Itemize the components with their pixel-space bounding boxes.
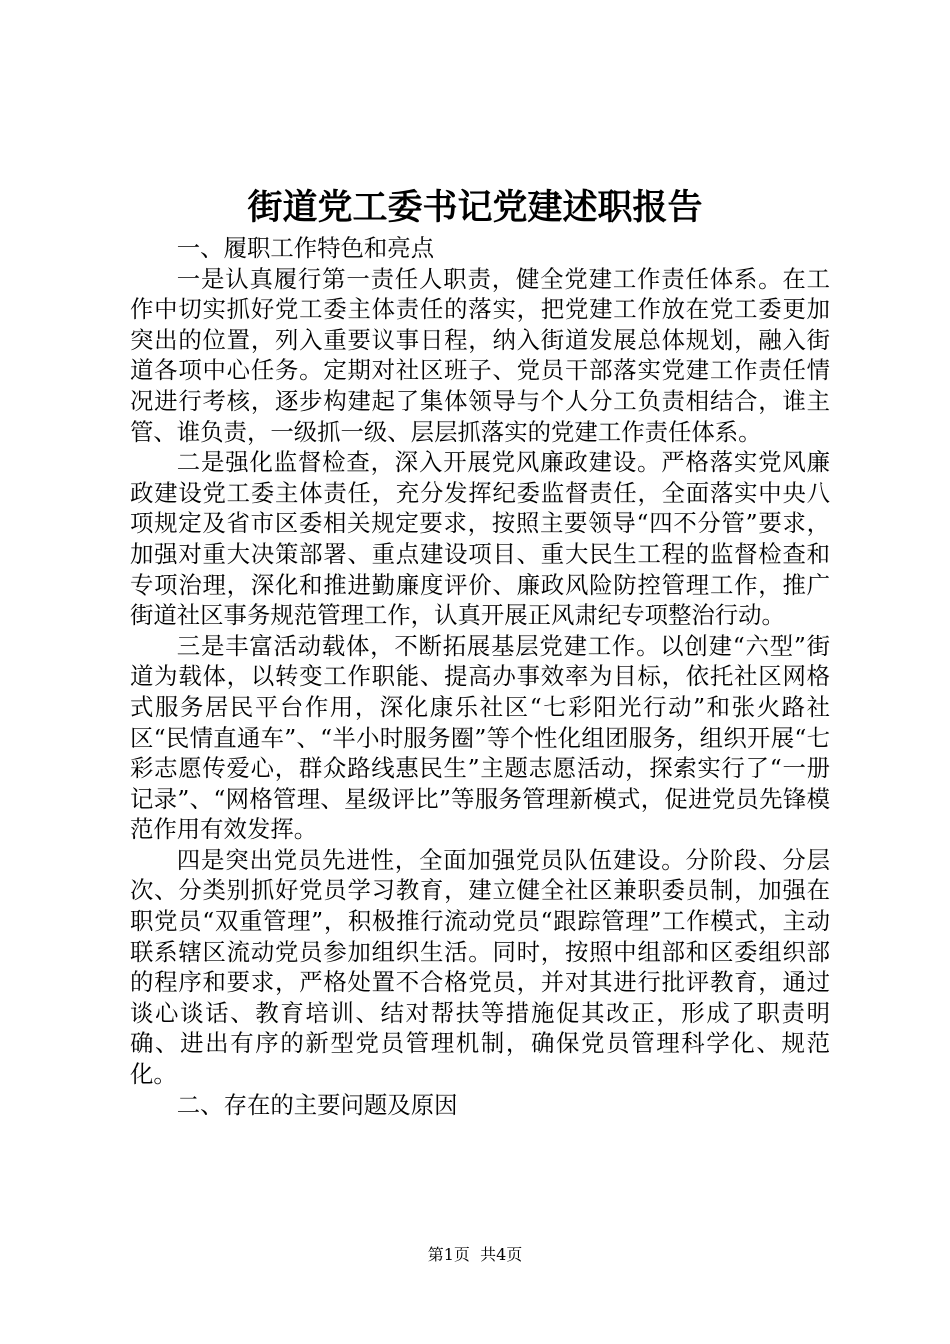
page-footer — [0, 1244, 950, 1266]
document-body — [130, 233, 830, 1120]
paragraph-responsibility: 一是认真履行第一责任人职责，健全党建工作责任体系。在工作中切实抓好党工委主体责任的落实，把党建工作放在党工委更加突出的位置，列入重要议事日程，纳入街道发展总体规划，融入街道各项中心任务。定期对社区班子、党员干部落实党建工作责任情况进行考核，逐步构建起了集体领导与个人分工负责相结合，谁主管、谁负责，一级抓一级、层层抓落实的党建工作责任体系。 — [130, 264, 830, 446]
section-heading-problems: 二、存在的主要问题及原因 — [176, 1090, 458, 1119]
paragraph-supervision: 二是强化监督检查，深入开展党风廉政建设。严格落实党风廉政建设党工委主体责任，充分发挥纪委监督责任，全面落实中央八项规定及省市区委相关规定要求，按照主要领导“四不分管”要求，加强对重大决策部署、重点建设项目、重大民生工程的监督检查和专项治理，深化和推进勤廉度评价、廉政风险防控管理工作，推广街道社区事务规范管理工作，认真开展正风肃纪专项整治行动。 — [130, 448, 830, 630]
paragraph-activities: 三是丰富活动载体，不断拓展基层党建工作。以创建“六型”街道为载体，以转变工作职能、提高办事效率为目标，依托社区网格式服务居民平台作用，深化康乐社区“七彩阳光行动”和张火路社区“民情直通车”、“半小时服务圈”等个性化组团服务，组织开展“七彩志愿传爱心，群众路线惠民生”主题志愿活动，探索实行了“一册记录”、“网格管理、星级评比”等服务管理新模式，促进党员先锋模范作用有效发挥。 — [130, 631, 830, 844]
paragraph-party-members: 四是突出党员先进性，全面加强党员队伍建设。分阶段、分层次、分类别抓好党员学习教育，建立健全社区兼职委员制，加强在职党员“双重管理”，积极推行流动党员“跟踪管理”工作模式，主动联系辖区流动党员参加组织生活。同时，按照中组部和区委组织部的程序和要求，严格处置不合格党员，并对其进行批评教育，通过谈心谈话、教育培训、结对帮扶等措施促其改正，形成了职责明确、进出有序的新型党员管理机制，确保党员管理科学化、规范化。 — [130, 845, 830, 1089]
document-title: 街道党工委书记党建述职报告 — [247, 187, 703, 228]
section-heading-highlights: 一、履职工作特色和亮点 — [176, 234, 435, 262]
page-number-label: 第1页 共4页 — [427, 1245, 523, 1264]
